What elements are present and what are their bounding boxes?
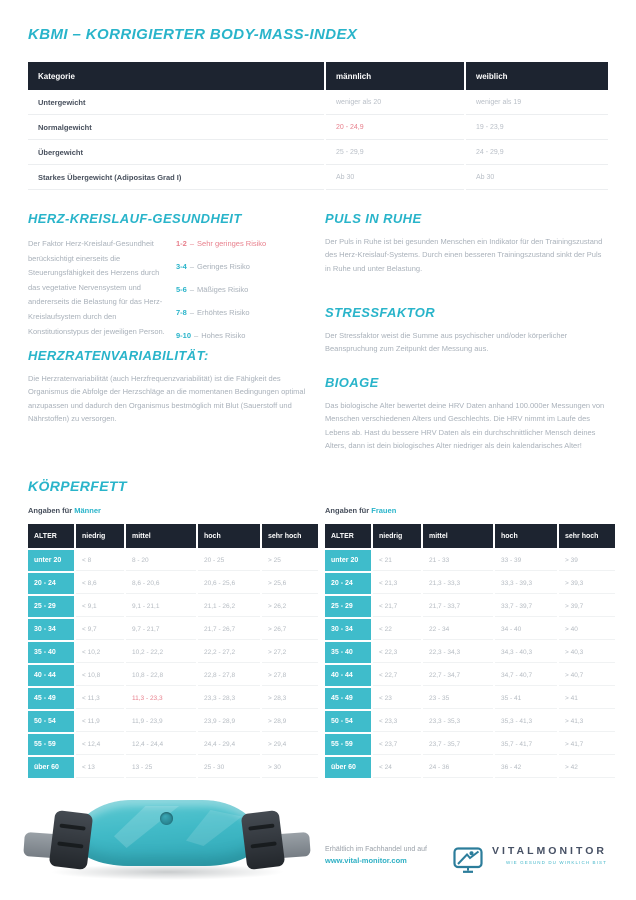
bodyfat-table-row: [28, 619, 318, 640]
bodyfat-table-row: [325, 734, 615, 755]
bodyfat-value-cell: < 9,7: [76, 619, 124, 640]
bodyfat-value-cell: < 8: [76, 550, 124, 571]
bodyfat-value-cell: > 26,7: [262, 619, 318, 640]
kbmi-female-value-cell: weniger als 19: [466, 90, 608, 115]
bodyfat-value-cell: < 22: [373, 619, 421, 640]
bodyfat-value-cell: 23,7 - 35,7: [423, 734, 493, 755]
bodyfat-age-cell: 45 - 49: [325, 688, 371, 709]
bodyfat-age-cell: 25 - 29: [28, 596, 74, 617]
bodyfat-value-cell: < 22,3: [373, 642, 421, 663]
bodyfat-header-cell: sehr hoch: [262, 524, 318, 548]
bodyfat-value-cell: 21,1 - 26,2: [198, 596, 260, 617]
logo-brand-name: VITALMONITOR: [492, 845, 607, 857]
availability-block: [325, 846, 427, 865]
stress-section-title: STRESSFAKTOR: [325, 305, 436, 320]
kbmi-table-row: [28, 140, 608, 165]
bodyfat-table-row: [325, 642, 615, 663]
bodyfat-table-row: [325, 596, 615, 617]
page-title: KBMI – KORRIGIERTER BODY-MASS-INDEX: [28, 26, 358, 43]
bodyfat-value-cell: 8 - 20: [126, 550, 196, 571]
bodyfat-value-cell: < 8,6: [76, 573, 124, 594]
bodyfat-value-cell: > 40,3: [559, 642, 615, 663]
bodyfat-value-cell: 22 - 34: [423, 619, 493, 640]
bioage-section-title: BIOAGE: [325, 375, 379, 390]
bodyfat-value-cell: 34,3 - 40,3: [495, 642, 557, 663]
bodyfat-table-row: [325, 688, 615, 709]
risk-range: 1-2: [176, 239, 187, 248]
bodyfat-value-cell: 24 - 36: [423, 757, 493, 778]
hrv-paragraph: Die Herzratenvariabilität (auch Herzfrequenzvariabilität) ist die Fähigkeit des Organismus die Abfolge der Herzschläge an die momentanen Bedingungen optimal anzupassen und dadurch den Organismus bestmöglich mit Blut (Sauerstoff und Nährstoffen) zu versorgen.: [28, 374, 306, 424]
bodyfat-age-cell: über 60: [28, 757, 74, 778]
bodyfat-header-cell: ALTER: [325, 524, 371, 548]
logo-wordmark-block: [492, 845, 607, 865]
bodyfat-table-row: [28, 550, 318, 571]
bodyfat-value-cell: < 23: [373, 688, 421, 709]
bodyfat-value-cell: 22,8 - 27,8: [198, 665, 260, 686]
risk-item: [176, 239, 308, 248]
bodyfat-value-cell: < 11,3: [76, 688, 124, 709]
bodyfat-header-cell: hoch: [495, 524, 557, 548]
herz-paragraph: Der Faktor Herz-Kreislauf-Gesundheit berücksichtigt einerseits die Steuerungsfähigkeit des Herzens durch das vegetative Nervensystem und andererseits die Belastung für das Herz-Kreislaufsystem durch den Konstitutionstypus der jeweiligen Person.: [28, 239, 165, 336]
bodyfat-value-cell: 23,3 - 28,3: [198, 688, 260, 709]
kbmi-category-cell: Untergewicht: [28, 90, 324, 115]
bodyfat-table-row: [325, 665, 615, 686]
device-button: [160, 812, 173, 825]
bodyfat-header-cell: mittel: [126, 524, 196, 548]
bodyfat-value-cell: > 42: [559, 757, 615, 778]
bodyfat-value-cell: > 27,8: [262, 665, 318, 686]
section-herz-kreislauf: [28, 211, 310, 354]
bodyfat-age-cell: 55 - 59: [28, 734, 74, 755]
bodyfat-value-cell: 25 - 30: [198, 757, 260, 778]
risk-label: Hohes Risiko: [201, 331, 246, 340]
women-table-label: [325, 506, 396, 515]
bodyfat-value-cell: 22,7 - 34,7: [423, 665, 493, 686]
bodyfat-age-cell: 50 - 54: [28, 711, 74, 732]
bioage-paragraph: Das biologische Alter bewertet deine HRV Daten anhand 100.000er Messungen von Menschen verschiedenen Alters und Geschlechts. Die HRV nimmt im Laufe des Lebens ab. Hast du bessere HRV Daten als ein durchschnittlicher Mensch deines Alters, dann ist dein biologisches Alter niedriger als dein kalendarisches Alter!: [325, 401, 605, 451]
bodyfat-value-cell: 11,9 - 23,9: [126, 711, 196, 732]
bodyfat-age-cell: 40 - 44: [325, 665, 371, 686]
bodyfat-table-header: [325, 524, 615, 548]
bodyfat-table-row: [28, 734, 318, 755]
risk-range: 9-10: [176, 331, 192, 340]
bodyfat-value-cell: 33 - 39: [495, 550, 557, 571]
bodyfat-value-cell: 21,7 - 33,7: [423, 596, 493, 617]
bodyfat-value-cell: 20,6 - 25,6: [198, 573, 260, 594]
bodyfat-value-cell: 22,3 - 34,3: [423, 642, 493, 663]
bodyfat-value-cell: 21,7 - 26,7: [198, 619, 260, 640]
bodyfat-value-cell: > 25,6: [262, 573, 318, 594]
bodyfat-table-row: [325, 619, 615, 640]
kbmi-female-value-cell: Ab 30: [466, 165, 608, 190]
bodyfat-age-cell: unter 20: [28, 550, 74, 571]
bodyfat-age-cell: 40 - 44: [28, 665, 74, 686]
bodyfat-value-cell: > 41,7: [559, 734, 615, 755]
bodyfat-value-cell: < 11,9: [76, 711, 124, 732]
section-herzratenvariabilitaet: [28, 348, 308, 426]
bodyfat-value-cell: < 24: [373, 757, 421, 778]
risk-range: 7-8: [176, 308, 187, 317]
bodyfat-value-cell: < 21,3: [373, 573, 421, 594]
bodyfat-value-cell: 23,9 - 28,9: [198, 711, 260, 732]
kbmi-table-row: [28, 165, 608, 190]
bodyfat-value-cell: 21,3 - 33,3: [423, 573, 493, 594]
kbmi-header-maennlich: männlich: [326, 62, 464, 90]
kbmi-table-row: [28, 90, 608, 115]
bodyfat-table-row: [28, 596, 318, 617]
section-puls-in-ruhe: [325, 211, 608, 275]
bodyfat-age-cell: 30 - 34: [28, 619, 74, 640]
risk-separator: –: [194, 331, 199, 340]
bodyfat-value-cell: 12,4 - 24,4: [126, 734, 196, 755]
bodyfat-value-cell: 9,7 - 21,7: [126, 619, 196, 640]
bodyfat-value-cell: < 23,7: [373, 734, 421, 755]
bodyfat-table-row: [28, 573, 318, 594]
bodyfat-value-cell: < 23,3: [373, 711, 421, 732]
kbmi-male-value-cell: 25 - 29,9: [326, 140, 464, 165]
vitalmonitor-logo-icon: [453, 847, 483, 874]
bodyfat-table-row: [28, 757, 318, 778]
bodyfat-value-cell: < 12,4: [76, 734, 124, 755]
bodyfat-value-cell: 20 - 25: [198, 550, 260, 571]
bodyfat-age-cell: 55 - 59: [325, 734, 371, 755]
bodyfat-table-row: [325, 550, 615, 571]
device-clip-left: [49, 810, 94, 870]
chest-strap-product-image: [22, 788, 312, 890]
bodyfat-value-cell: > 39: [559, 550, 615, 571]
bodyfat-table-women: [325, 524, 615, 780]
bodyfat-value-cell: 36 - 42: [495, 757, 557, 778]
bodyfat-age-cell: über 60: [325, 757, 371, 778]
bodyfat-value-cell: < 10,8: [76, 665, 124, 686]
koerperfett-title: KÖRPERFETT: [28, 478, 127, 494]
bodyfat-value-cell: < 13: [76, 757, 124, 778]
bodyfat-value-cell: 23,3 - 35,3: [423, 711, 493, 732]
bodyfat-value-cell: 24,4 - 29,4: [198, 734, 260, 755]
kbmi-table: [28, 62, 608, 190]
risk-separator: –: [189, 285, 195, 294]
info-columns: [28, 205, 608, 475]
hrv-section-title: HERZRATENVARIABILITÄT:: [28, 348, 209, 363]
bodyfat-value-cell: 33,7 - 39,7: [495, 596, 557, 617]
risk-label: Geringes Risiko: [197, 262, 250, 271]
bodyfat-value-cell: < 21: [373, 550, 421, 571]
bodyfat-value-cell: 23 - 35: [423, 688, 493, 709]
kbmi-male-value-cell: Ab 30: [326, 165, 464, 190]
bodyfat-value-cell: > 28,9: [262, 711, 318, 732]
puls-section-title: PULS IN RUHE: [325, 211, 422, 226]
kbmi-table-body: [28, 90, 608, 190]
bodyfat-value-cell: > 25: [262, 550, 318, 571]
kbmi-female-value-cell: 19 - 23,9: [466, 115, 608, 140]
kbmi-header-weiblich: weiblich: [466, 62, 608, 90]
kbmi-category-cell: Starkes Übergewicht (Adipositas Grad I): [28, 165, 324, 190]
bodyfat-table-row: [325, 757, 615, 778]
bodyfat-value-cell: 9,1 - 21,1: [126, 596, 196, 617]
bodyfat-header-cell: niedrig: [76, 524, 124, 548]
bodyfat-value-cell: > 29,4: [262, 734, 318, 755]
bodyfat-value-cell: < 21,7: [373, 596, 421, 617]
bodyfat-age-cell: 45 - 49: [28, 688, 74, 709]
bodyfat-header-cell: niedrig: [373, 524, 421, 548]
bodyfat-value-cell: > 26,2: [262, 596, 318, 617]
men-table-label: [28, 506, 101, 515]
section-bioage: [325, 375, 608, 453]
bodyfat-header-cell: hoch: [198, 524, 260, 548]
bodyfat-age-cell: unter 20: [325, 550, 371, 571]
bodyfat-value-cell: 10,2 - 22,2: [126, 642, 196, 663]
risk-item: [176, 308, 308, 317]
bodyfat-value-cell: > 40,7: [559, 665, 615, 686]
device-clip-right: [241, 810, 286, 870]
bodyfat-value-cell: 21 - 33: [423, 550, 493, 571]
bodyfat-table-row: [28, 711, 318, 732]
bodyfat-table-row: [28, 642, 318, 663]
bodyfat-age-cell: 30 - 34: [325, 619, 371, 640]
section-stressfaktor: [325, 305, 608, 356]
kbmi-table-header: [28, 62, 608, 90]
bodyfat-table-header: [28, 524, 318, 548]
bodyfat-value-cell: 35,3 - 41,3: [495, 711, 557, 732]
risk-separator: –: [189, 308, 195, 317]
kbmi-female-value-cell: 24 - 29,9: [466, 140, 608, 165]
risk-label: Sehr geringes Risiko: [197, 239, 267, 248]
kbmi-table-row: [28, 115, 608, 140]
risk-item: [176, 331, 308, 340]
bodyfat-value-cell: > 39,7: [559, 596, 615, 617]
bodyfat-table-row: [325, 573, 615, 594]
risk-range: 5-6: [176, 285, 187, 294]
bodyfat-value-cell: 35,7 - 41,7: [495, 734, 557, 755]
bodyfat-table-row: [28, 688, 318, 709]
risk-scale-list: [176, 237, 308, 354]
bodyfat-value-cell: 35 - 41: [495, 688, 557, 709]
bodyfat-value-cell: 8,6 - 20,6: [126, 573, 196, 594]
kbmi-category-cell: Normalgewicht: [28, 115, 324, 140]
men-label-prefix: Angaben für: [28, 506, 73, 515]
website-link[interactable]: www.vital-monitor.com: [325, 856, 407, 865]
bodyfat-value-cell: 11,3 - 23,3: [126, 688, 196, 709]
bodyfat-value-cell: 34 - 40: [495, 619, 557, 640]
bodyfat-value-cell: > 39,3: [559, 573, 615, 594]
bodyfat-value-cell: < 9,1: [76, 596, 124, 617]
puls-paragraph: Der Puls in Ruhe ist bei gesunden Menschen ein Indikator für den Trainingszustand des Herz-Kreislauf-Systems. Durch einen besseren Trainingszustand sinkt der Puls in Ruhe und unter Belastung.: [325, 237, 603, 273]
vitalmonitor-logo: [453, 845, 607, 874]
bodyfat-age-cell: 25 - 29: [325, 596, 371, 617]
bodyfat-value-cell: > 28,3: [262, 688, 318, 709]
kbmi-male-value-cell: weniger als 20: [326, 90, 464, 115]
risk-item: [176, 262, 308, 271]
bodyfat-value-cell: > 40: [559, 619, 615, 640]
bodyfat-table-men: [28, 524, 318, 780]
risk-separator: –: [189, 262, 195, 271]
bodyfat-value-cell: > 27,2: [262, 642, 318, 663]
risk-separator: –: [189, 239, 195, 248]
bodyfat-value-cell: < 10,2: [76, 642, 124, 663]
herz-content: [28, 237, 310, 354]
kbmi-header-kategorie: Kategorie: [28, 62, 324, 90]
bodyfat-header-cell: mittel: [423, 524, 493, 548]
bodyfat-age-cell: 35 - 40: [28, 642, 74, 663]
bodyfat-value-cell: 34,7 - 40,7: [495, 665, 557, 686]
risk-label: Erhöhtes Risiko: [197, 308, 250, 317]
bodyfat-value-cell: 33,3 - 39,3: [495, 573, 557, 594]
bodyfat-header-cell: sehr hoch: [559, 524, 615, 548]
bodyfat-value-cell: > 30: [262, 757, 318, 778]
risk-label: Mäßiges Risiko: [197, 285, 249, 294]
logo-tagline: WIE GESUND DU WIRKLICH BIST: [505, 860, 607, 865]
bodyfat-age-cell: 20 - 24: [325, 573, 371, 594]
bodyfat-table-row: [325, 711, 615, 732]
availability-text: Erhältlich im Fachhandel und auf: [325, 846, 427, 853]
bodyfat-value-cell: > 41,3: [559, 711, 615, 732]
bodyfat-value-cell: 22,2 - 27,2: [198, 642, 260, 663]
bodyfat-header-cell: ALTER: [28, 524, 74, 548]
bodyfat-age-cell: 50 - 54: [325, 711, 371, 732]
women-label-name: Frauen: [371, 506, 397, 515]
bodyfat-value-cell: 10,8 - 22,8: [126, 665, 196, 686]
herz-section-title: HERZ-KREISLAUF-GESUNDHEIT: [28, 211, 242, 226]
men-label-name: Männer: [74, 506, 101, 515]
bodyfat-age-cell: 35 - 40: [325, 642, 371, 663]
bodyfat-value-cell: < 22,7: [373, 665, 421, 686]
bodyfat-value-cell: > 41: [559, 688, 615, 709]
bodyfat-value-cell: 13 - 25: [126, 757, 196, 778]
stress-paragraph: Der Stressfaktor weist die Summe aus psychischer und/oder körperlicher Beanspruchung zum Zeitpunkt der Messung aus.: [325, 331, 568, 354]
women-label-prefix: Angaben für: [325, 506, 370, 515]
bodyfat-table-row: [28, 665, 318, 686]
risk-item: [176, 285, 308, 294]
kbmi-male-value-cell: 20 - 24,9: [326, 115, 464, 140]
risk-range: 3-4: [176, 262, 187, 271]
kbmi-category-cell: Übergewicht: [28, 140, 324, 165]
bodyfat-age-cell: 20 - 24: [28, 573, 74, 594]
